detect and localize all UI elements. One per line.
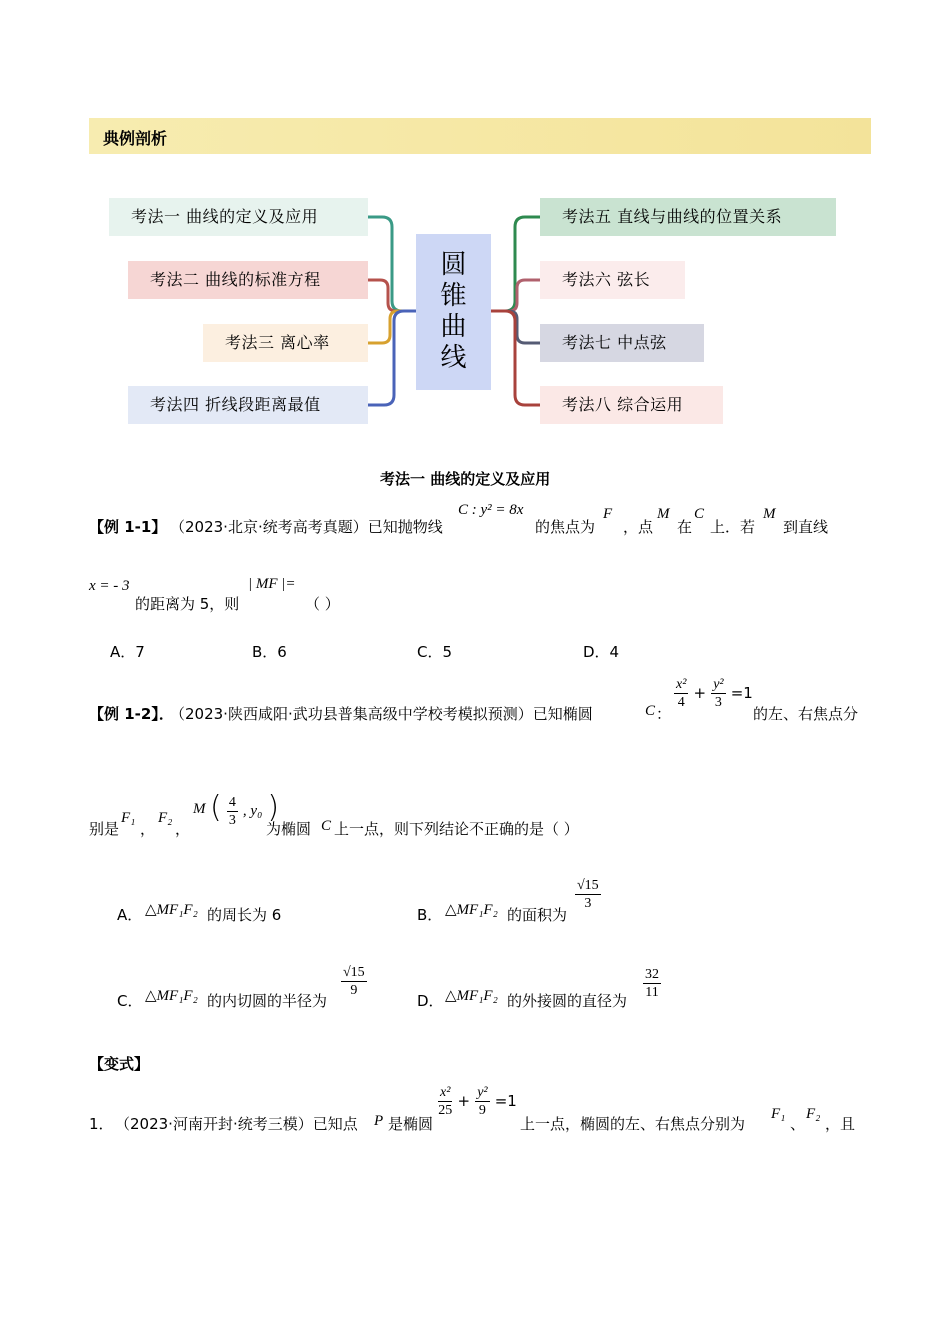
text: ，且 [825, 1115, 856, 1133]
option-c: C．5 [417, 643, 453, 661]
math-var: F₂ [158, 810, 173, 826]
example-source: （2023·陕西咸阳·武功县普集高级中学校考模拟预测）已知椭圆 [170, 705, 593, 723]
connector-r4 [491, 311, 540, 405]
mindmap-method-7: 考法七 中点弦 [540, 324, 704, 362]
mindmap-method-3: 考法三 离心率 [203, 324, 368, 362]
line-equation: x = - 3 [89, 578, 130, 594]
math-var: P [374, 1113, 384, 1129]
mf-expression: | MF |= [248, 576, 296, 592]
triangle-symbol: △MF₁F₂ [445, 902, 498, 918]
question-source: （2023·河南开封·统考三模）已知点 [115, 1115, 358, 1133]
text: 的距离为 5，则 [135, 595, 240, 613]
math-var: F₂ [806, 1106, 821, 1122]
option-a-text: 的周长为 6 [207, 906, 282, 924]
example-source: （2023·北京·统考高考真题）已知抛物线 [170, 518, 443, 536]
ellipse-equation: $\frac{\text{x²}}{4}$ + $\frac{\text{y²}}{3}$ =1 [676, 677, 753, 710]
math-var: C [321, 818, 332, 834]
math-var: F₁ [771, 1106, 786, 1122]
mindmap-method-6: 考法六 弦长 [540, 261, 685, 299]
variant-tag: 【变式】 [89, 1055, 150, 1073]
mindmap-center: 圆 锥 曲 线 [416, 234, 491, 390]
option-b-value: $\frac{√15}{3}$ [577, 878, 599, 911]
text: 为椭圆 [266, 820, 312, 838]
text: 是椭圆 [388, 1115, 434, 1133]
text: 上一点，椭圆的左、右焦点分别为 [520, 1115, 746, 1133]
text: 在 [677, 518, 693, 536]
text: 上一点，则下列结论不正确的是（ ） [334, 820, 579, 838]
triangle-symbol: △MF₁F₂ [445, 988, 498, 1004]
math-var: M [657, 506, 670, 522]
math-var: C [694, 506, 705, 522]
point-m-coordinates: ( $\frac{4}{3}$ , y₀ ) [210, 790, 280, 828]
option-d: D．4 [583, 643, 620, 661]
text: 的左、右焦点分 [753, 705, 859, 723]
text: 上．若 [710, 518, 756, 536]
example-tag: 【例 1-2】． [89, 705, 174, 723]
section-title: 典例剖析 [103, 129, 168, 148]
mindmap-method-2: 考法二 曲线的标准方程 [128, 261, 368, 299]
text: 到直线 [783, 518, 829, 536]
option-d-label: D． [417, 992, 444, 1010]
mindmap-method-4: 考法四 折线段距离最值 [128, 386, 368, 424]
mindmap-method-1: 考法一 曲线的定义及应用 [109, 198, 368, 236]
connector-l3 [368, 311, 416, 343]
ellipse-equation: $\frac{\text{x²}}{25}$ + $\frac{\text{y²}}{9}$ =1 [438, 1085, 517, 1118]
math-var: M [193, 801, 206, 817]
connector-l4 [368, 311, 416, 405]
mindmap-method-5: 考法五 直线与曲线的位置关系 [540, 198, 836, 236]
math-var: C [645, 703, 656, 719]
option-d-text: 的外接圆的直径为 [507, 992, 628, 1010]
text: ， [140, 820, 156, 838]
option-c-label: C． [117, 992, 143, 1010]
text: 别是 [89, 820, 120, 838]
text: ： [656, 705, 672, 723]
example-tag: 【例 1-1】 [89, 518, 167, 536]
text: 、 [790, 1115, 806, 1133]
text: 的焦点为 [535, 518, 596, 536]
option-c-text: 的内切圆的半径为 [207, 992, 328, 1010]
answer-paren: （ ） [305, 595, 340, 613]
option-a: A．7 [110, 643, 145, 661]
math-var: M [763, 506, 776, 522]
option-b: B．6 [252, 643, 287, 661]
text: ，点 [623, 518, 654, 536]
option-a-label: A． [117, 906, 143, 924]
triangle-symbol: △MF₁F₂ [145, 988, 198, 1004]
method-heading: 考法一 曲线的定义及应用 [380, 470, 551, 488]
question-number: 1． [89, 1115, 114, 1133]
option-b-label: B． [417, 906, 443, 924]
option-d-value: $\frac{32}{11}$ [645, 967, 659, 1000]
math-var: F₁ [121, 810, 136, 826]
option-b-text: 的面积为 [507, 906, 568, 924]
connector-l1 [368, 217, 416, 311]
parabola-equation: C : y² = 8x [458, 502, 524, 518]
mindmap-method-8: 考法八 综合运用 [540, 386, 723, 424]
triangle-symbol: △MF₁F₂ [145, 902, 198, 918]
text: ， [175, 820, 191, 838]
option-c-value: $\frac{√15}{9}$ [343, 965, 365, 998]
math-var: F [603, 506, 613, 522]
